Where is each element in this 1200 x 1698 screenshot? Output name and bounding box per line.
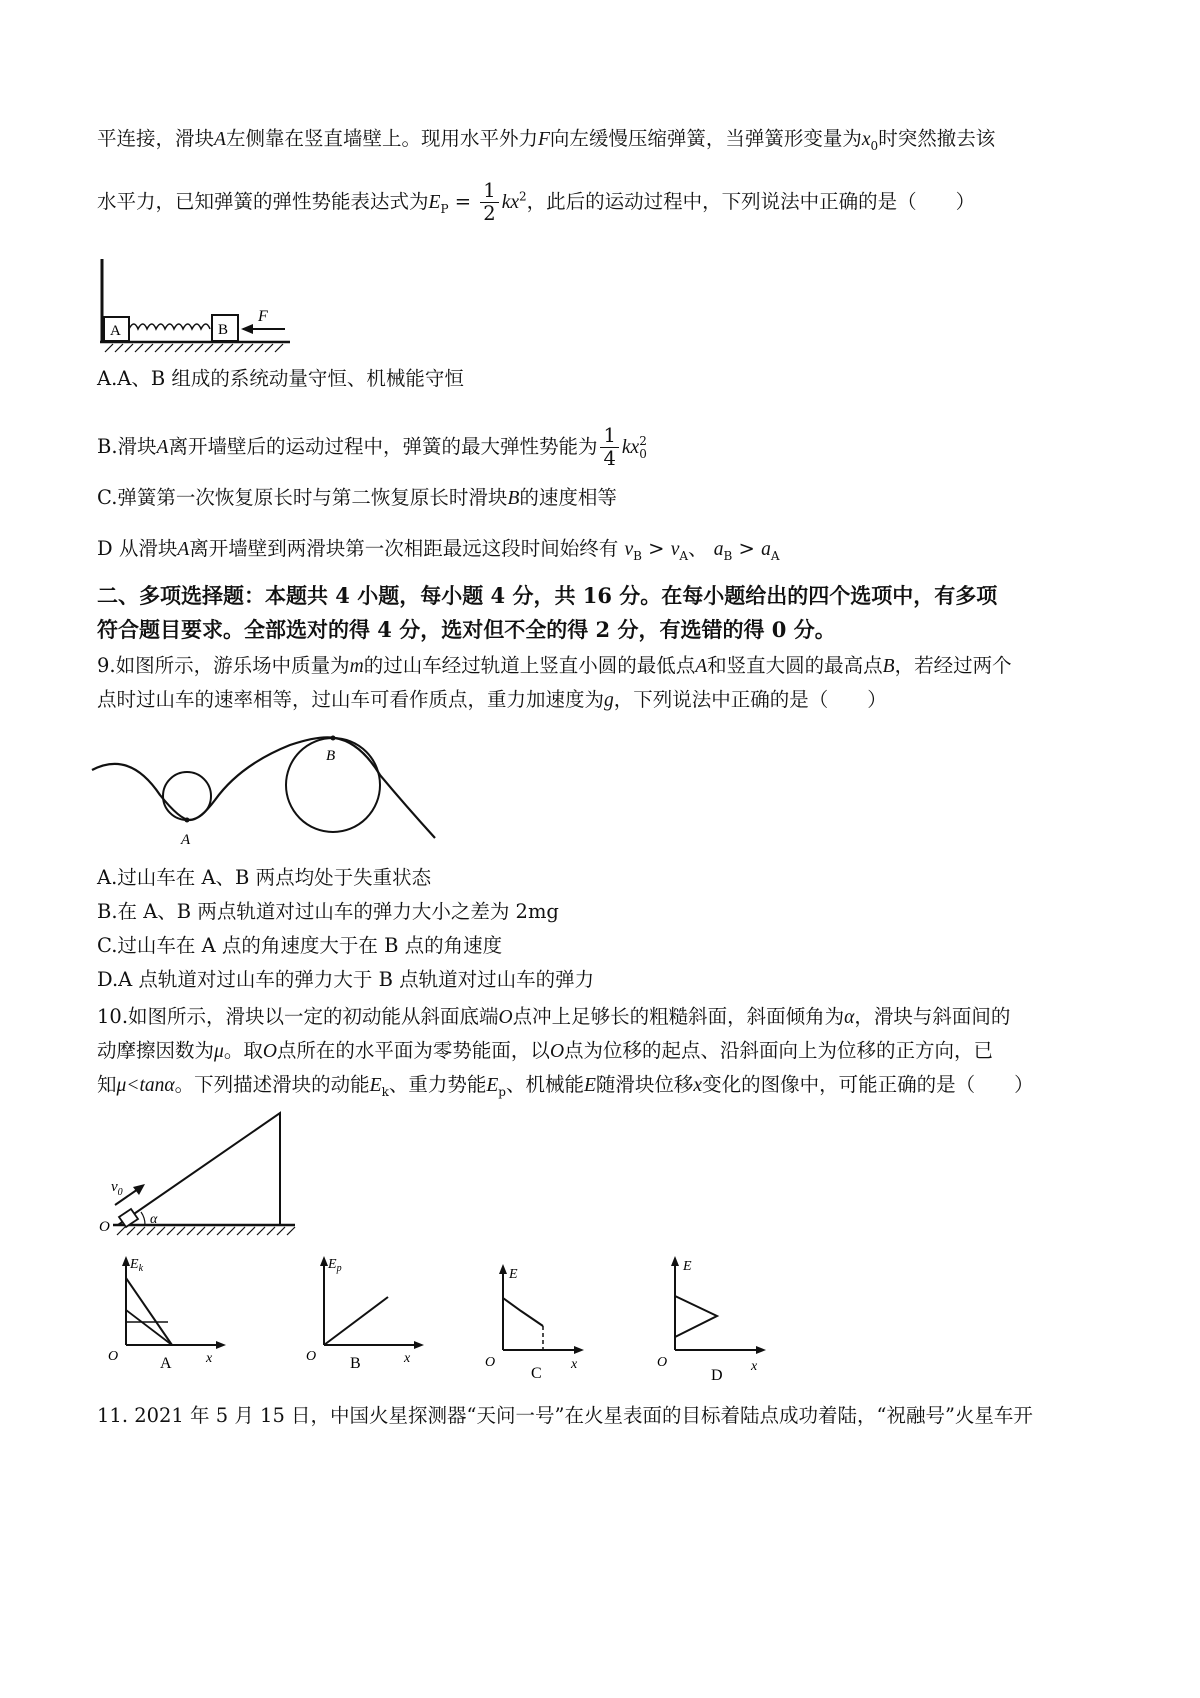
q8-stem-line1: 平连接，滑块A左侧靠在竖直墙壁上。现用水平外力F向左缓慢压缩弹簧，当弹簧形变量为$x_0$时突然撤去该 — [97, 127, 996, 153]
svg-text:Ep: $E_p$ — [328, 1257, 342, 1274]
graph-b-xlabel: x — [404, 1351, 411, 1366]
graph-b-origin: O — [306, 1349, 317, 1364]
graph-a-origin: O — [108, 1349, 119, 1364]
origin-O-label: O — [99, 1219, 110, 1235]
graph-a-caption: A — [160, 1355, 172, 1370]
graph-a-ylabel: E — [130, 1257, 139, 1272]
block-B-label: B — [218, 322, 229, 338]
graph-c-origin: O — [485, 1355, 496, 1370]
q10-graph-c — [483, 1258, 603, 1383]
q8-spring-figure — [95, 255, 305, 355]
graph-d-ylabel: E — [683, 1259, 692, 1274]
point-B-label: B — [326, 748, 336, 764]
block-A-label: A — [110, 323, 121, 339]
v0-label: $v_0$ — [111, 1179, 123, 1198]
q10-graph-b — [306, 1250, 446, 1370]
graph-c-caption: C — [531, 1365, 542, 1382]
q10-stem-line3: 知μ<tanα。下列描述滑块的动能$E_k$、重力势能$E_p$、机械能E随滑块位移x变化的图像中，可能正确的是（ ） — [97, 1073, 1034, 1099]
q10-stem-line1: 10.如图所示，滑块以一定的初动能从斜面底端O点冲上足够长的粗糙斜面，斜面倾角为α，滑块与斜面间的 — [97, 1005, 1011, 1028]
graph-b-caption: B — [350, 1355, 361, 1370]
q9-option-b: B.在 A、B 两点轨道对过山车的弹力大小之差为 2mg — [97, 900, 559, 923]
q8-stem-line2: 水平力，已知弹簧的弹性势能表达式为$E_P$ = $\frac{1}{2}$ $kx^2$，此后的运动过程中，下列说法中正确的是（ ） — [97, 179, 976, 225]
q8-option-a: A.A、B 组成的系统动量守恒、机械能守恒 — [97, 367, 464, 390]
q10-incline-figure — [95, 1105, 325, 1245]
q8-option-d: D 从滑块A离开墙壁到两滑块第一次相距最远这段时间始终有 $v_B > v_A$、 $a_B > a_A$ — [97, 537, 780, 563]
graph-d-origin: O — [657, 1355, 668, 1370]
q10-graph-d — [655, 1250, 775, 1385]
q11-stem-line1: 11. 2021 年 5 月 15 日，中国火星探测器“天问一号”在火星表面的目标着陆点成功着陆，“祝融号”火星车开 — [97, 1404, 1033, 1427]
alpha-label: α — [150, 1212, 158, 1227]
point-A-label: A — [181, 832, 191, 848]
section2-header-line2: 符合题目要求。全部选对的得 4 分，选对但不全的得 2 分，有选错的得 0 分。 — [97, 617, 836, 642]
q8-option-b: B.滑块A离开墙壁后的运动过程中，弹簧的最大弹性势能为 $\frac{1}{4}$ kx 2 0 — [97, 424, 647, 470]
q10-graph-a — [108, 1250, 248, 1370]
graph-d-caption: D — [711, 1367, 723, 1384]
formula-fraction: $\frac{1}{2}$ — [480, 180, 498, 225]
section2-header-line1: 二、多项选择题：本题共 4 小题，每小题 4 分，共 16 分。在每小题给出的四个选项中，有多项 — [97, 583, 998, 608]
force-F-label: F — [258, 308, 268, 325]
q9-option-d: D.A 点轨道对过山车的弹力大于 B 点轨道对过山车的弹力 — [97, 968, 595, 991]
graph-b-ylabel: E — [328, 1257, 337, 1272]
q8-option-c: C.弹簧第一次恢复原长时与第二恢复原长时滑块B的速度相等 — [97, 486, 617, 509]
q9-option-c: C.过山车在 A 点的角速度大于在 B 点的角速度 — [97, 934, 503, 957]
q9-roller-coaster-figure — [90, 720, 440, 860]
q9-option-a: A.过山车在 A、B 两点均处于失重状态 — [97, 866, 432, 889]
graph-a-xlabel: x — [206, 1351, 213, 1366]
svg-text:Ek: $E_k$ — [130, 1257, 144, 1274]
q9-stem-line1: 9.如图所示，游乐场中质量为m的过山车经过轨道上竖直小圆的最低点A和竖直大圆的最高点B，若经过两个 — [97, 654, 1012, 677]
q10-stem-line2: 动摩擦因数为μ。取O点所在的水平面为零势能面，以O点为位移的起点、沿斜面向上为位移的正方向，已 — [97, 1039, 994, 1062]
q9-stem-line2: 点时过山车的速率相等，过山车可看作质点，重力加速度为g，下列说法中正确的是（ ） — [97, 688, 887, 711]
graph-c-ylabel: E — [509, 1267, 518, 1282]
graph-c-xlabel: x — [571, 1357, 578, 1372]
graph-d-xlabel: x — [751, 1359, 758, 1374]
